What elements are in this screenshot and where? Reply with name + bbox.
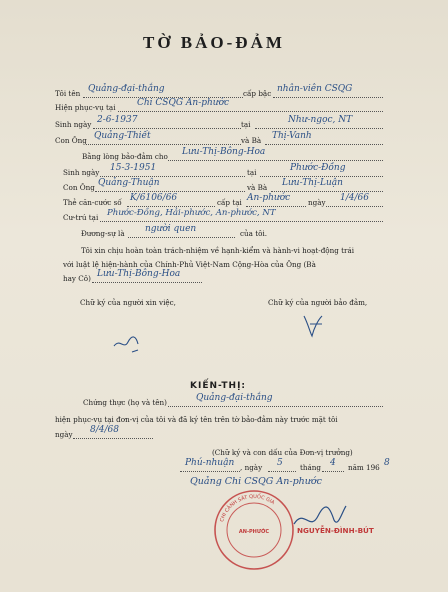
nam-word: năm 196 [348, 463, 380, 472]
svg-text:CHI CẢNH SÁT QUỐC GIA [219, 492, 276, 523]
vaba-label: và Bà [241, 136, 262, 145]
chuky-baodam-label: Chữ ký của người bảo đảm, [268, 298, 368, 307]
signer-name-stamp: NGUYỄN-ĐÌNH-BÚT [297, 526, 374, 535]
hienphucvu-dotline [118, 111, 383, 112]
document-title: TỜ BẢO-ĐẢM [143, 33, 285, 52]
kienthi-ngay-label: ngày [55, 430, 73, 439]
guarantor-signature-icon [296, 310, 336, 340]
applicant-signature-icon [110, 328, 150, 358]
me-dotline [265, 144, 383, 145]
cutru-dotline [100, 221, 383, 222]
chungthuc-dotline [168, 406, 383, 407]
ten-label: Tôi tên [55, 89, 81, 98]
duongsu-value: người quen [145, 224, 197, 234]
cutru-label: Cư-trú tại [63, 213, 99, 222]
stamp-center-text: AN-PHƯỚC [238, 529, 270, 535]
camdoan-line3-prefix: hay Cô) [63, 274, 91, 283]
sinhtai2-label: tại [247, 168, 257, 177]
month-value: 4 [330, 458, 336, 468]
sinhngay2-value: 15-3-1951 [110, 163, 157, 173]
thecancuoc-label: Thẻ căn-cước số [63, 198, 122, 207]
cutru-value: Phước-Đồng, Hải-phước, An-phước, NT [107, 208, 276, 218]
stamp-arc-text: CHI CẢNH SÁT QUỐC GIA [219, 493, 276, 523]
sinhngay-label: Sinh ngày [55, 120, 92, 129]
me2-value: Lưu-Thị-Luận [282, 178, 343, 188]
year-value: 8 [384, 458, 390, 468]
ten-value: Quảng-đại-thắng [88, 84, 165, 94]
capngay-date: 1/4/66 [340, 193, 369, 203]
hienphucvu-label: Hiện phục-vụ tại [55, 103, 116, 112]
official-stamp-icon [212, 488, 296, 572]
day-value: 5 [277, 458, 283, 468]
sinhtai-dotline [255, 128, 383, 129]
ngay-word: , ngày [240, 463, 263, 472]
vaba2-label: và Bà [247, 183, 268, 192]
sinhtai2-dotline [260, 176, 383, 177]
conong2-label: Con Ông [63, 183, 95, 192]
cha2-dotline [95, 191, 245, 192]
capngay-label: cấp tại [217, 198, 242, 207]
thecancuoc-value: K/6106/66 [130, 193, 178, 203]
chuky-xinviec-label: Chữ ký của người xin việc, [80, 298, 176, 307]
camdoan-line2: với luật lệ hiện-hành của Chính-Phủ Việt-Nam Cộng-Hòa của Ông (Bà [63, 260, 316, 269]
cha2-value: Quảng-Thuận [98, 178, 160, 188]
capbac-value: nhân-viên CSQG [277, 84, 353, 94]
kienthi-ngay-dotline [73, 438, 153, 439]
capngay-place: An-phước [247, 193, 291, 203]
capbac-label: cấp bậc [243, 89, 272, 98]
capdate-dotline [326, 206, 383, 207]
sinhngay-dotline [93, 128, 241, 129]
sinhtai-label: tại [241, 120, 251, 129]
kienthi-title: KIẾN-THỊ: [190, 381, 247, 391]
cua-label: của tôi. [240, 229, 268, 238]
month-dotline [322, 471, 344, 472]
capngay-ngay-label: ngày [308, 198, 326, 207]
place-dotline [180, 471, 240, 472]
banglong-value: Lưu-Thị-Bông-Hoa [182, 147, 266, 157]
sinhngay2-dotline [100, 176, 245, 177]
thecancuoc-dotline [127, 206, 215, 207]
capbac-dotline [273, 97, 383, 98]
place-value: Phú-nhuận [185, 458, 235, 468]
duongsu-dotline [128, 237, 235, 238]
unit-signature-text: Quảng Chi CSQG An-phước [190, 476, 322, 487]
conong-label: Con Ông [55, 136, 87, 145]
camdoan-line3-value: Lưu-Thị-Bông-Hoa [97, 269, 181, 279]
duongsu-label: Đương-sự là [81, 229, 125, 238]
sinhtai2-value: Phước-Đồng [290, 163, 346, 173]
banglong-label: Bằng lòng bảo-đảm cho [82, 152, 168, 161]
chungthuc-value: Quảng-đại-thắng [196, 393, 273, 403]
banglong-dotline [168, 160, 383, 161]
kienthi-ngay-value: 8/4/68 [90, 425, 119, 435]
sinhngay2-label: Sinh ngày [63, 168, 100, 177]
kienthi-line2: hiện phục-vụ tại đơn-vị của tôi và đã ký tên trên tờ bảo-đảm này trước mặt tôi [55, 415, 338, 424]
me2-dotline [271, 191, 383, 192]
camdoan-dotline [92, 282, 202, 283]
camdoan-line1: Tôi xin chịu hoàn toàn trách-nhiệm về hạnh-kiểm và hành-vi hoạt-động trái [81, 246, 355, 255]
chungthuc-label: Chứng thực (họ và tên) [83, 398, 167, 407]
hienphucvu-value: Chi CSQG An-phước [137, 98, 230, 108]
cha-value: Quảng-Thiết [94, 131, 151, 141]
sinhngay-value: 2-6-1937 [97, 115, 138, 125]
me-value: Thị-Vanh [272, 131, 312, 141]
capplace-dotline [246, 206, 306, 207]
cha-dotline [86, 144, 241, 145]
donvi-chuky-label: (Chữ ký và con dấu của Đơn-vị trưởng) [212, 448, 353, 457]
day-dotline [268, 471, 296, 472]
sinhtai-value: Như-ngọc, NT [288, 115, 353, 125]
thang-word: tháng [300, 463, 322, 472]
